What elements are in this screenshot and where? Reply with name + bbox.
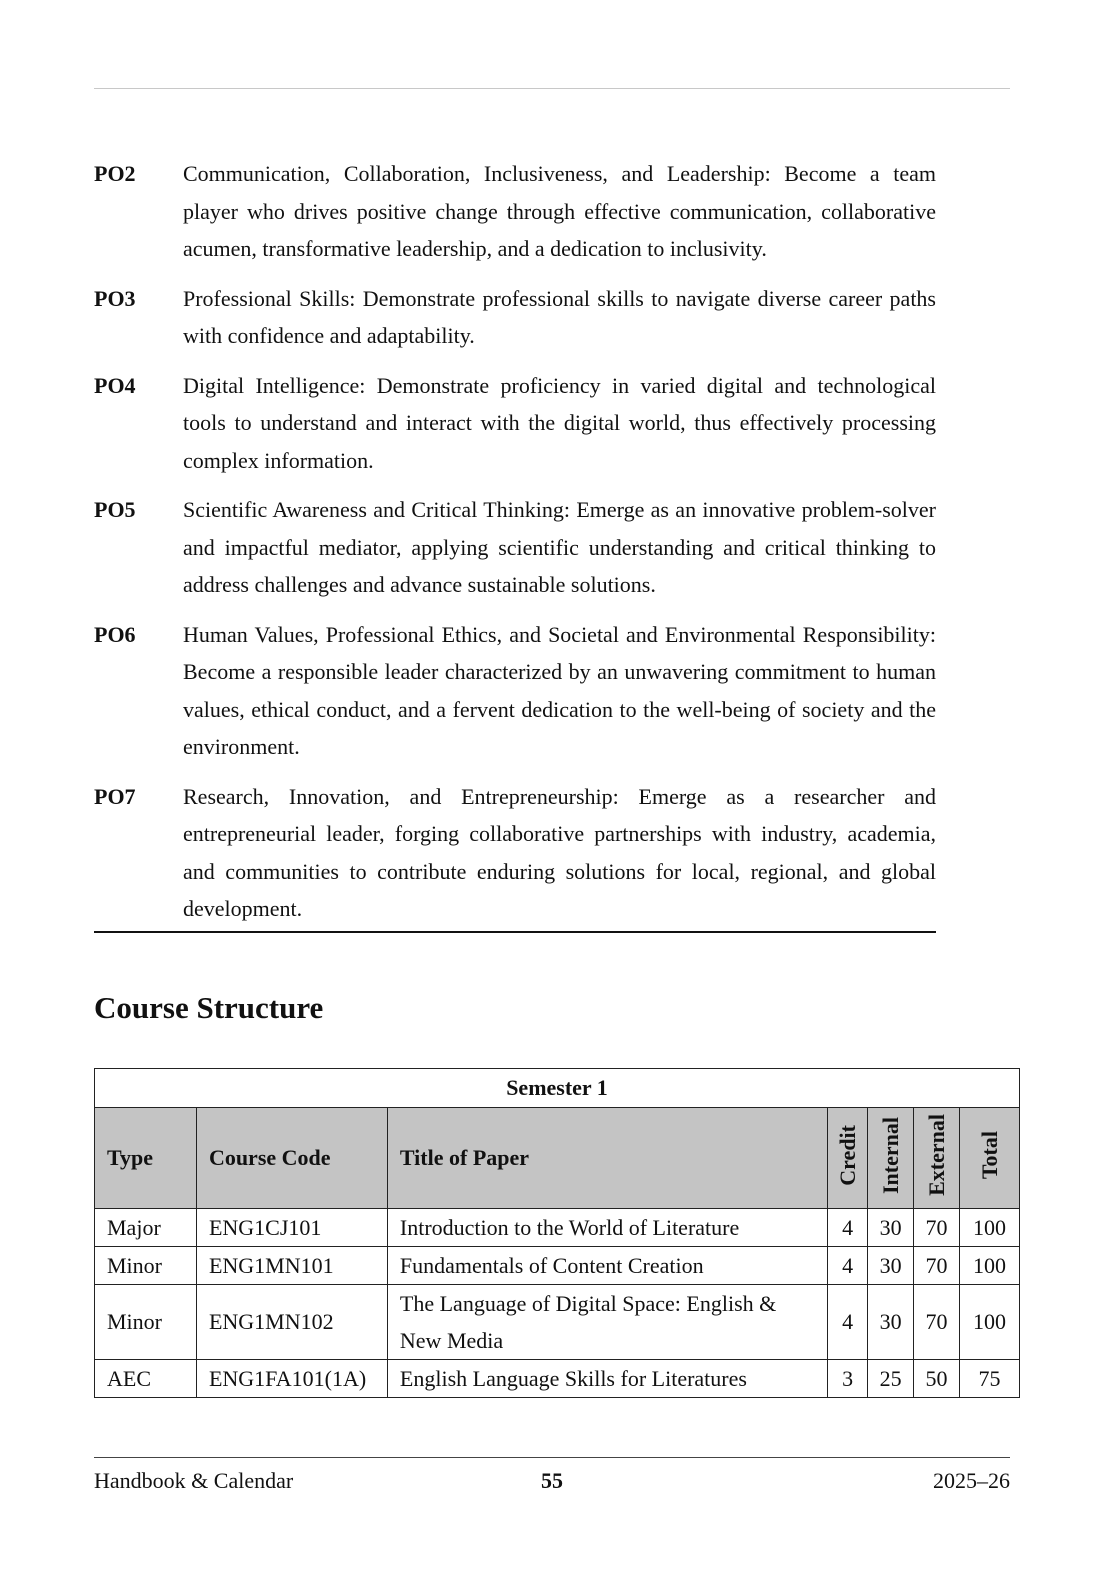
semester-header-row <box>95 1069 1020 1108</box>
header-course-code: Course Code <box>196 1108 387 1209</box>
header-external-cell <box>914 1108 960 1209</box>
po-item <box>94 616 936 766</box>
table-row <box>95 1285 1020 1360</box>
po-text: Research, Innovation, and Entrepreneurship: Emerge as a researcher and entrepreneurial leader, forging collaborative partnerships with industry, academia, and communities to contribute enduring solutions for local, regional, and global development. <box>183 783 936 921</box>
page-footer <box>94 1466 1010 1496</box>
header-internal: Internal <box>877 1116 903 1194</box>
header-total: Total <box>976 1130 1002 1180</box>
cell-title: The Language of Digital Space: English & New Media <box>387 1285 827 1360</box>
cell-code: ENG1MN101 <box>196 1247 387 1285</box>
cell-credit: 4 <box>828 1285 868 1360</box>
cell-title: Fundamentals of Content Creation <box>387 1247 827 1285</box>
po-text: Human Values, Professional Ethics, and Societal and Environmental Responsibility: Become a responsible leader characterized by an unwavering commitment to human values, ethical conduct, and a fervent dedication to the well-being of society and the environment. <box>183 621 936 759</box>
cell-type: Minor <box>95 1247 197 1285</box>
cell-total: 100 <box>960 1285 1020 1360</box>
footer-year: 2025–26 <box>933 1468 1010 1493</box>
cell-type: Minor <box>95 1285 197 1360</box>
page-number: 55 <box>541 1468 563 1493</box>
po-code: PO2 <box>94 161 136 186</box>
header-credit: Credit <box>834 1124 860 1186</box>
header-external: External <box>923 1114 949 1196</box>
cell-external: 70 <box>914 1285 960 1360</box>
semester-label: Semester 1 <box>95 1069 1020 1108</box>
po-item <box>94 280 936 355</box>
cell-internal: 30 <box>868 1209 914 1247</box>
footer-rule <box>94 1457 1010 1458</box>
po-code: PO3 <box>94 285 136 311</box>
header-title: Title of Paper <box>387 1108 827 1209</box>
po-text: Digital Intelligence: Demonstrate proficiency in varied digital and technological tools to understand and interact with the digital world, thus effectively processing complex information. <box>183 372 936 473</box>
cell-total: 100 <box>960 1247 1020 1285</box>
section-divider <box>94 931 936 933</box>
cell-credit: 4 <box>828 1209 868 1247</box>
cell-type: AEC <box>95 1360 197 1398</box>
cell-credit: 3 <box>828 1360 868 1398</box>
po-text: Communication, Collaboration, Inclusiveness, and Leadership: Become a team player who drives positive change through effective communication, collaborative acumen, transformative leadership, and a dedication to inclusivity. <box>183 161 936 261</box>
po-item <box>94 491 936 604</box>
header-rule <box>94 88 1010 89</box>
po-code: PO7 <box>94 783 136 809</box>
header-total-cell <box>960 1108 1020 1209</box>
header-internal-cell <box>868 1108 914 1209</box>
header-type: Type <box>95 1108 197 1209</box>
header-credit-cell <box>828 1108 868 1209</box>
cell-title: English Language Skills for Literatures <box>387 1360 827 1398</box>
table-row <box>95 1360 1020 1398</box>
table-row <box>95 1247 1020 1285</box>
course-structure-table <box>94 1068 1020 1398</box>
po-code: PO4 <box>94 372 136 398</box>
cell-internal: 30 <box>868 1285 914 1360</box>
column-header-row <box>95 1108 1020 1209</box>
cell-title: Introduction to the World of Literature <box>387 1209 827 1247</box>
po-item <box>94 155 936 268</box>
table-row <box>95 1209 1020 1247</box>
cell-external: 50 <box>914 1360 960 1398</box>
cell-code: ENG1CJ101 <box>196 1209 387 1247</box>
cell-internal: 30 <box>868 1247 914 1285</box>
po-code: PO5 <box>94 497 136 522</box>
cell-total: 75 <box>960 1360 1020 1398</box>
footer-title: Handbook & Calendar <box>94 1468 294 1493</box>
po-code: PO6 <box>94 621 136 647</box>
cell-total: 100 <box>960 1209 1020 1247</box>
po-text: Professional Skills: Demonstrate professional skills to navigate diverse career paths with confidence and adaptability. <box>183 285 936 348</box>
cell-external: 70 <box>914 1247 960 1285</box>
po-item <box>94 778 936 928</box>
cell-code: ENG1MN102 <box>196 1285 387 1360</box>
section-title: Course Structure <box>94 990 324 1025</box>
cell-code: ENG1FA101(1A) <box>196 1360 387 1398</box>
po-item <box>94 367 936 480</box>
cell-internal: 25 <box>868 1360 914 1398</box>
cell-external: 70 <box>914 1209 960 1247</box>
cell-credit: 4 <box>828 1247 868 1285</box>
cell-type: Major <box>95 1209 197 1247</box>
program-outcomes-list <box>94 155 936 940</box>
po-text: Scientific Awareness and Critical Thinking: Emerge as an innovative problem-solver and impactful mediator, applying scientific understanding and critical thinking to address challenges and advance sustainable solutions. <box>183 497 936 597</box>
